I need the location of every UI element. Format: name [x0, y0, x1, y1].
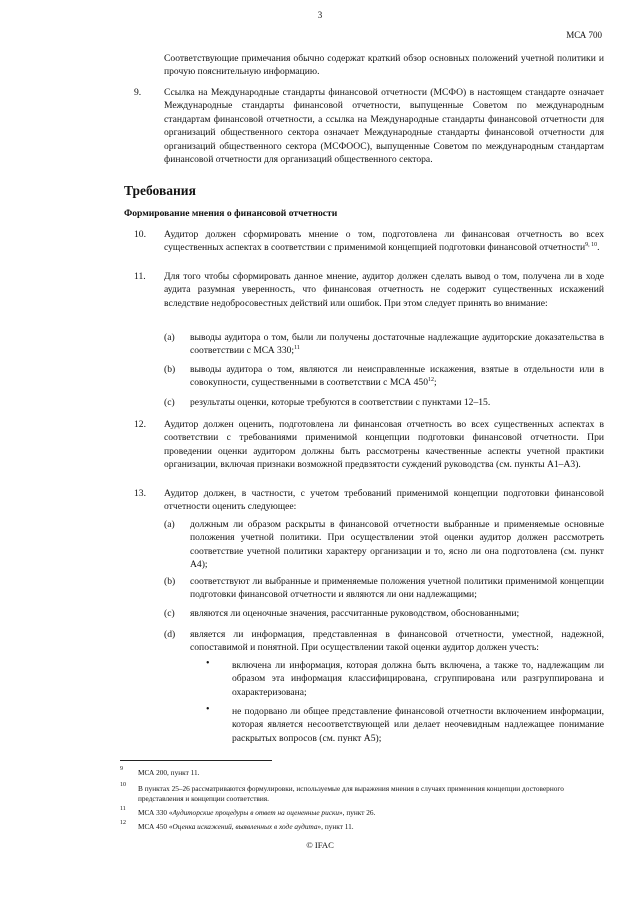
footnote: МСА 450 «Оценка искажений, выявленных в ходе аудита», пункт 11. — [138, 822, 354, 831]
footnote-divider — [120, 760, 272, 761]
paragraph-11-c: результаты оценки, которые требуются в соответствии с пунктами 12–15. — [190, 397, 491, 408]
item-label: (a) — [164, 519, 175, 530]
item-label: (d) — [164, 629, 176, 640]
paragraph-number: 11. — [134, 271, 146, 282]
bullet-icon: • — [206, 658, 210, 669]
paragraph-number: 9. — [134, 87, 142, 98]
subsection-heading: Формирование мнения о финансовой отчетности — [124, 208, 338, 219]
item-label: (c) — [164, 608, 175, 619]
copyright-footer: © IFAC — [306, 840, 334, 850]
section-heading: Требования — [124, 183, 196, 198]
page-number: 3 — [317, 10, 323, 20]
footnote-number: 9 — [120, 766, 123, 772]
paragraph-12: Аудитор должен оценить, подготовлена ли финансовая отчетность во всех существенных аспектах в соответствии с требованиями применимой концепции подготовки финансовой отчетности. При проведении оценки аудитором должны быть рассмотрены качественные аспекты учетной практики организации, включая признаки возможной предвзятости суждений руководства (см. пункты А1–А3). — [164, 419, 604, 471]
paragraph-11: Для того чтобы сформировать данное мнение, аудитор должен сделать вывод о том, получена ли в ходе аудита разумная уверенность, что финансовая отчетность не содержит существенных искажений вследствие недобросовестных действий или ошибок. При этом следует принять во внимание: — [164, 271, 604, 309]
bullet-item: не подорвано ли общее представление финансовой отчетности включением информации, которая является несоответствующей или делает неочевидным надлежащее понимание раскрытых вопросов (см. пункт А5); — [232, 706, 604, 744]
paragraph-13-a: должным ли образом раскрыты в финансовой отчетности выбранные и применяемые основные положения учетной политики. При осуществлении этой оценки аудитор должен рассмотреть соответствие учетной политики характеру организации и то, ясно ли она подготовлена (см. пункт А4); — [190, 519, 604, 571]
paragraph-13-b: соответствуют ли выбранные и применяемые положения учетной политики применимой концепции подготовки финансовой отчетности и являются ли они надлежащими; — [190, 576, 604, 601]
footnote-number: 12 — [120, 820, 126, 826]
doc-code: МСА 700 — [566, 30, 602, 40]
paragraph-9: Ссылка на Международные стандарты финансовой отчетности (МСФО) в настоящем стандарте означает Международные стандарты финансовой отчетности, выпущенные Советом по международным стандартам финансовой отчетности, а ссылка на Международные стандарты финансовой отчетности для организаций общественного сектора означает Международные стандарты финансовой отчетности для организаций общественного сектора (МСФООС), выпущенные Советом по международным стандартам финансовой отчетности для организаций общественного сектора. — [164, 87, 604, 166]
footnote-ref: 11 — [294, 345, 300, 352]
paragraph-number: 13. — [134, 488, 146, 499]
paragraph-8-tail: Соответствующие примечания обычно содержат краткий обзор основных положений учетной политики и прочую пояснительную информацию. — [164, 53, 604, 78]
footnote: МСА 200, пункт 11. — [138, 768, 200, 777]
bullet-item: включена ли информация, которая должна быть включена, а также то, надлежащим ли образом эта информация классифицирована, сгруппирована или разгруппирована и охарактеризована; — [232, 660, 604, 698]
paragraph-10: Аудитор должен сформировать мнение о том, подготовлена ли финансовая отчетность во всех существенных аспектах в соответствии с применимой концепцией подготовки финансовой отчетности$^{9, 10}$. — [164, 229, 604, 254]
paragraph-11-a: выводы аудитора о том, были ли получены достаточные надлежащие аудиторские доказательства в соответствии с МСА 330;$^{11}$ — [190, 332, 604, 357]
footnote-number: 10 — [120, 782, 126, 788]
paragraph-number: 12. — [134, 419, 146, 430]
item-label: (c) — [164, 397, 175, 408]
paragraph-number: 10. — [134, 229, 146, 240]
item-label: (b) — [164, 364, 176, 375]
footnote-number: 11 — [120, 806, 126, 812]
paragraph-11-b: выводы аудитора о том, являются ли неисправленные искажения, взятые в отдельности или в совокупности, существенными в соответствии с МСА $450^{12}$; — [190, 364, 604, 389]
paragraph-13-d: является ли информация, представленная в финансовой отчетности, уместной, надежной, сопоставимой и понятной. При осуществлении такой оценки аудитор должен учесть: — [190, 629, 604, 654]
footnote: В пунктах 25–26 рассматриваются формулировки, используемые для выражения мнения в случаях применения концепции достоверного представления и концепции соответствия. — [138, 784, 564, 803]
bullet-icon: • — [206, 704, 210, 715]
footnote-ref: 9, 10 — [585, 242, 598, 249]
footnote: МСА 330 «Аудиторские процедуры в ответ на оцененные риски», пункт 26. — [138, 808, 376, 817]
item-label: (b) — [164, 576, 176, 587]
paragraph-13-c: являются ли оценочные значения, рассчитанные руководством, обоснованными; — [190, 608, 520, 619]
item-label: (a) — [164, 332, 175, 343]
footnote-ref: 12 — [428, 377, 434, 384]
paragraph-13: Аудитор должен, в частности, с учетом требований применимой концепции подготовки финансовой отчетности оценить следующее: — [164, 488, 604, 513]
